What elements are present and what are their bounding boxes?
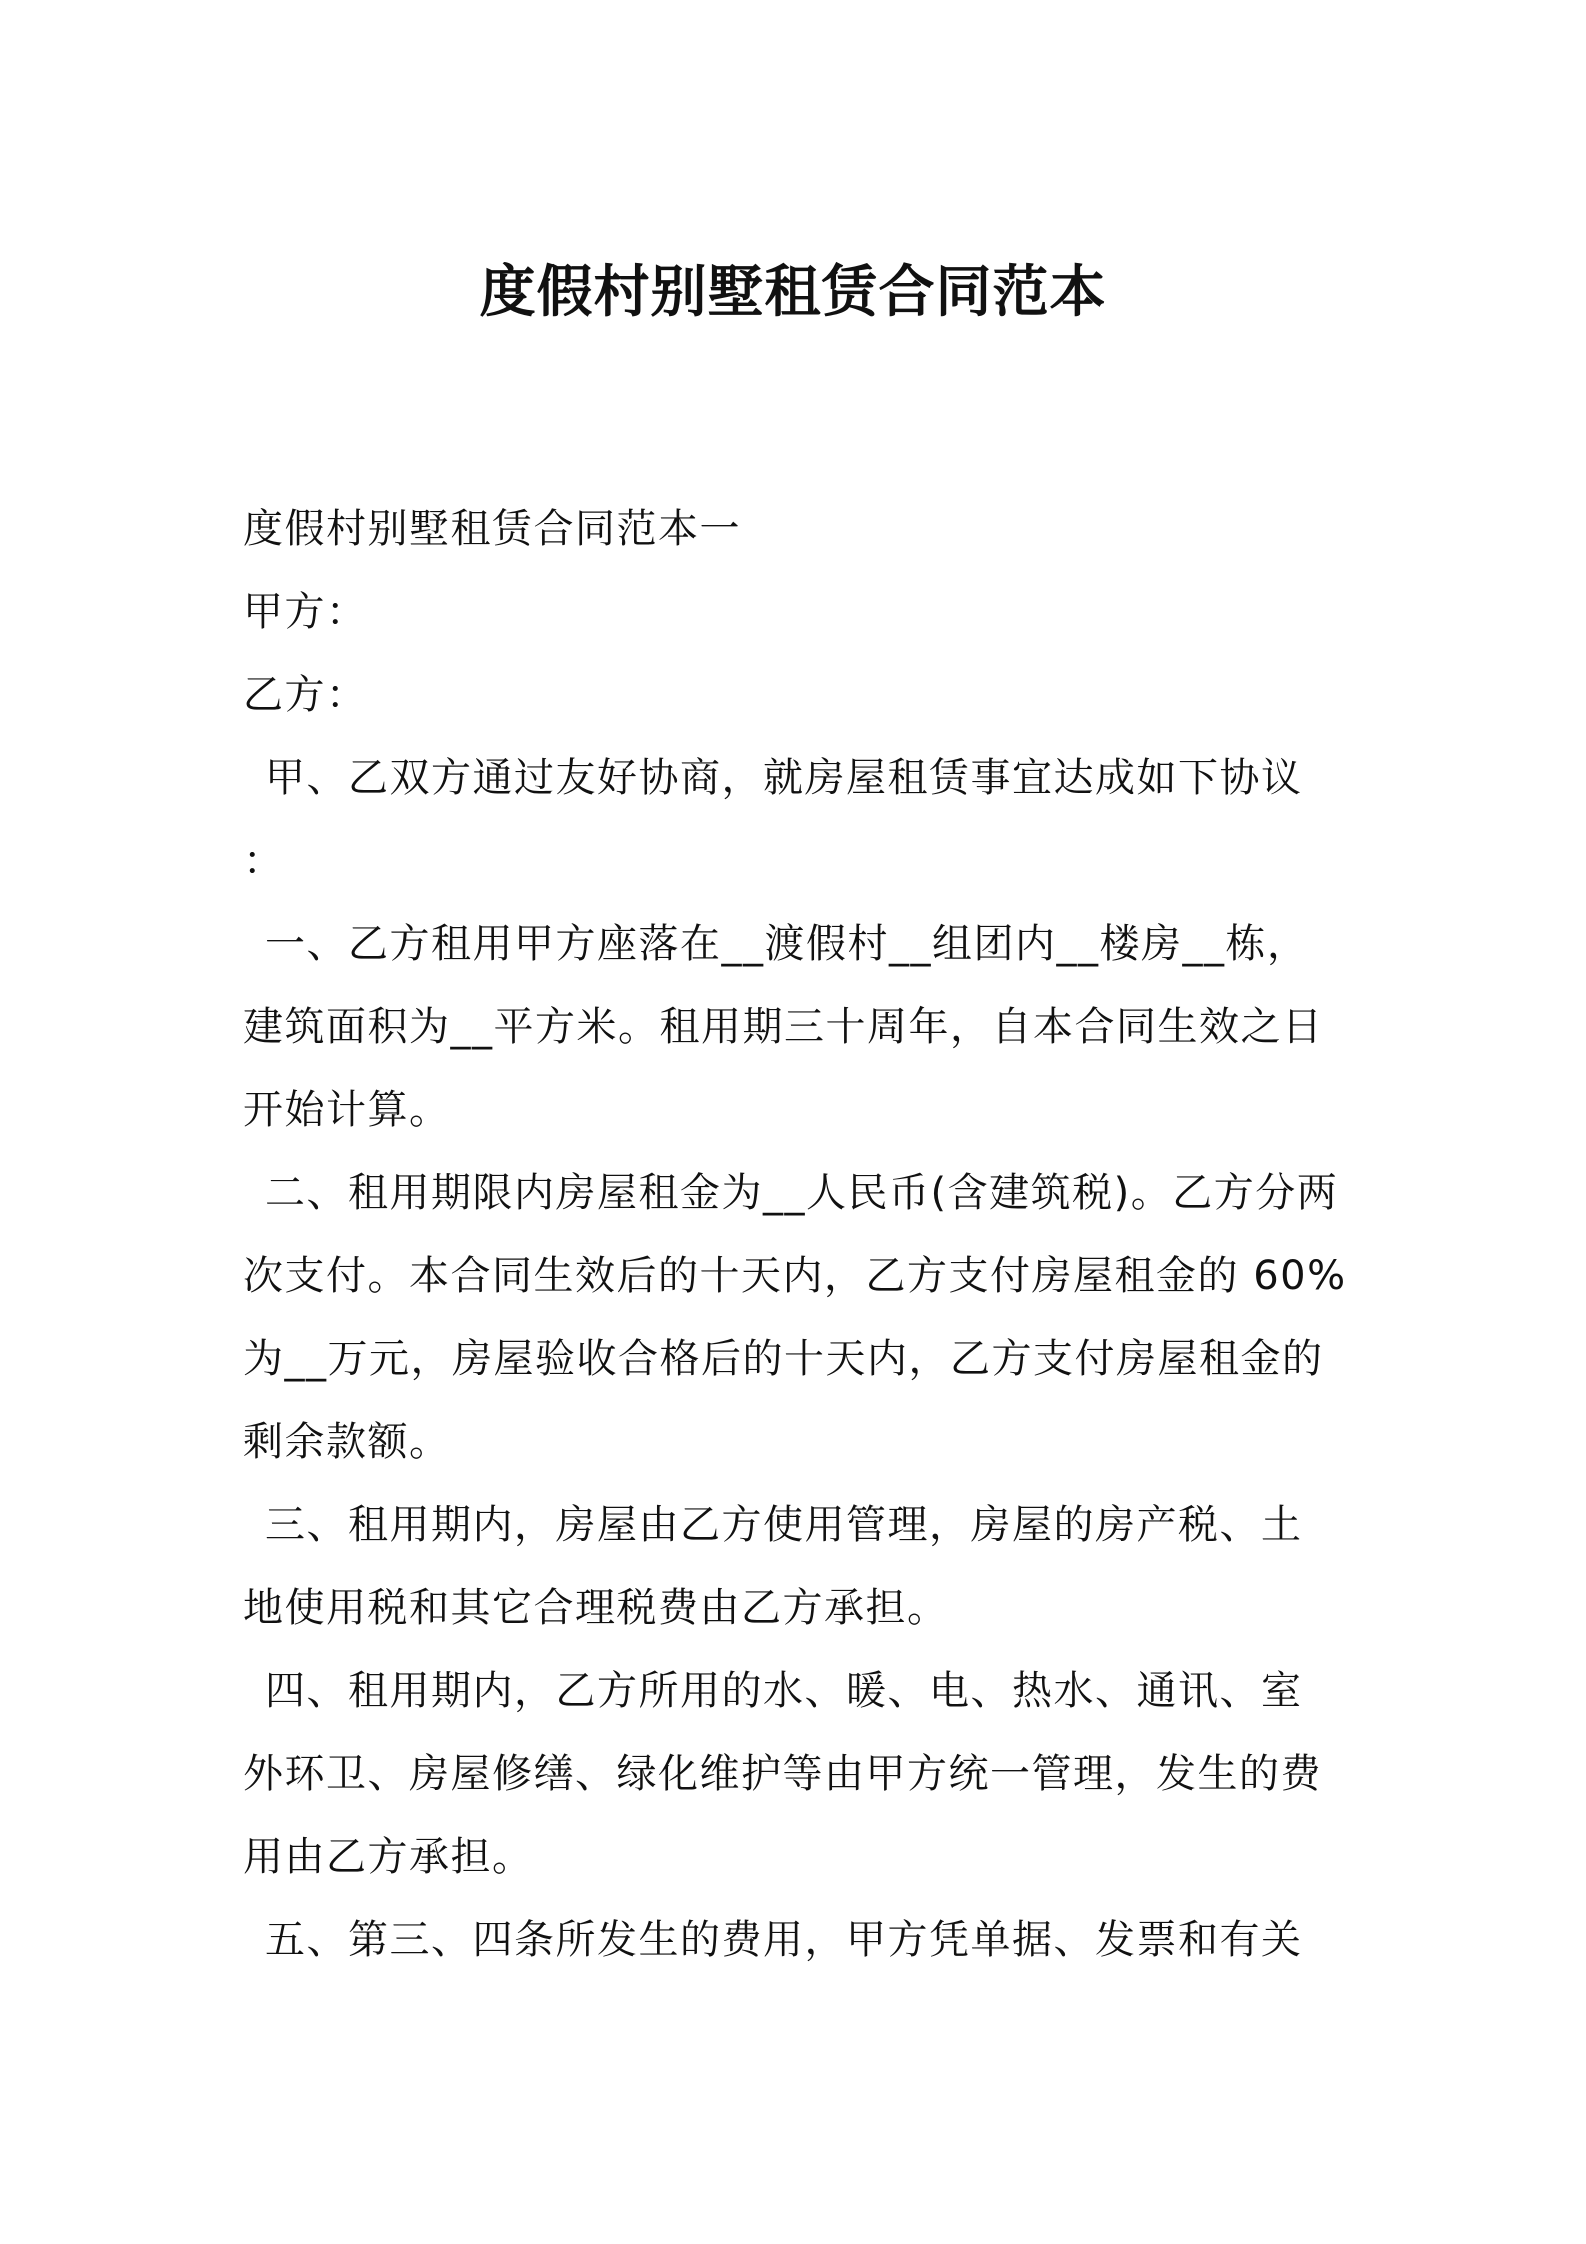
clause-2-line: 次支付。本合同生效后的十天内，乙方支付房屋租金的 60% [243, 1253, 1347, 1299]
party-a-line: 甲方： [243, 589, 368, 635]
clause-4-line: 用由乙方承担。 [243, 1834, 534, 1880]
clause-4-line: 外环卫、房屋修缮、绿化维护等由甲方统一管理，发生的费 [243, 1751, 1322, 1797]
preamble-line: 甲、乙双方通过友好协商，就房屋租赁事宜达成如下协议 [265, 755, 1303, 801]
party-b-line: 乙方： [243, 672, 368, 718]
clause-5-line: 五、第三、四条所发生的费用，甲方凭单据、发票和有关 [265, 1917, 1303, 1963]
section-heading: 度假村别墅租赁合同范本一 [243, 506, 741, 552]
clause-2-line: 二、租用期限内房屋租金为__人民币(含建筑税)。乙方分两 [265, 1170, 1339, 1216]
clause-2-line: 剩余款额。 [243, 1419, 451, 1465]
clause-3-line: 三、租用期内，房屋由乙方使用管理，房屋的房产税、土 [265, 1502, 1303, 1548]
clause-1-line: 一、乙方租用甲方座落在__渡假村__组团内__楼房__栋， [265, 921, 1309, 967]
clause-1-line: 建筑面积为__平方米。租用期三十周年，自本合同生效之日 [243, 1004, 1324, 1050]
document-title: 度假村别墅租赁合同范本 [479, 260, 1107, 325]
clause-3-line: 地使用税和其它合理税费由乙方承担。 [243, 1585, 949, 1631]
clause-4-line: 四、租用期内，乙方所用的水、暖、电、热水、通讯、室 [265, 1668, 1303, 1714]
preamble-line: ： [243, 838, 285, 884]
clause-2-line: 为__万元，房屋验收合格后的十天内，乙方支付房屋租金的 [243, 1336, 1324, 1382]
clause-1-line: 开始计算。 [243, 1087, 451, 1133]
document-body [243, 488, 1353, 1982]
